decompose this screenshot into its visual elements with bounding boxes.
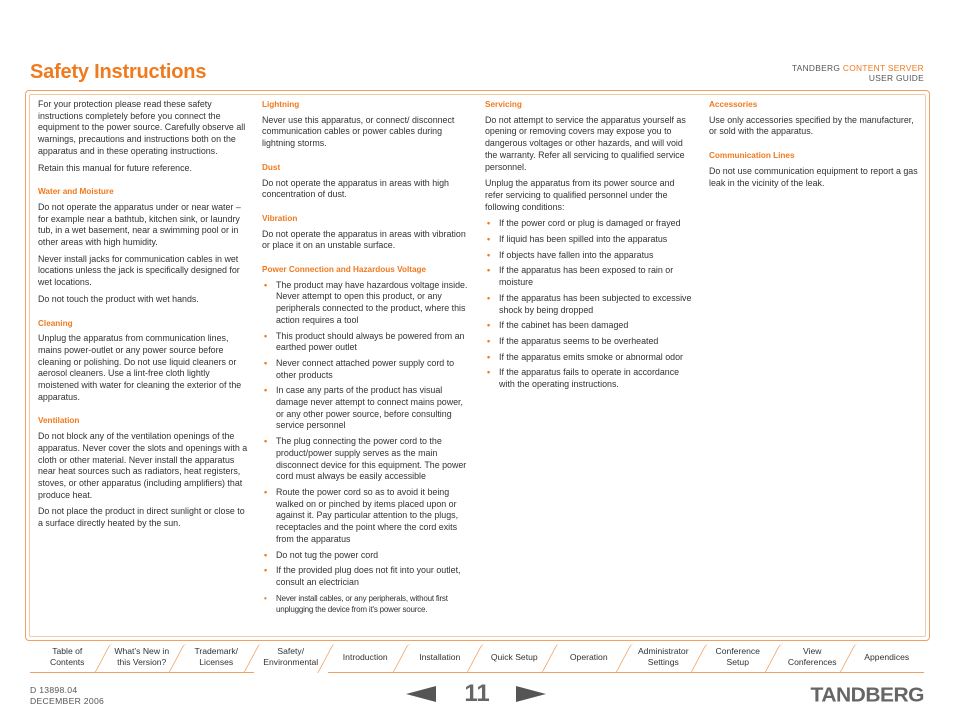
ventilation-paragraph-2: Do not place the product in direct sunlight or close to a surface directly heated by the sun. bbox=[38, 506, 245, 529]
section-heading-dust: Dust bbox=[262, 162, 281, 172]
servicing-list bbox=[485, 218, 695, 390]
list-item: • If the apparatus has been subjected to excessive shock by being dropped bbox=[485, 293, 695, 316]
tab-appendices[interactable]: Appendices bbox=[850, 642, 925, 673]
servicing-paragraph-1: Do not attempt to service the apparatus yourself as opening or removing covers may expose you to dangerous voltages or other hazards, and will void the warranty. Refer all servicing to qualified service personnel. bbox=[485, 114, 686, 172]
document-info bbox=[30, 685, 104, 707]
section-heading-lightning: Lightning bbox=[262, 100, 300, 109]
lightning-paragraph: Never use this apparatus, or connect/ disconnect communication cables or power cables during lightning storms. bbox=[262, 114, 455, 149]
guide-name: USER GUIDE bbox=[868, 73, 924, 83]
section-heading-water: Water and Moisture bbox=[38, 187, 114, 197]
water-paragraph-1: Do not operate the apparatus under or near water – for example near a bathtub, kitchen sink, or laundry tub, in a wet basement, near a swimming pool or in other areas with high humidity. bbox=[38, 201, 241, 248]
section-tabs bbox=[30, 642, 924, 673]
tab-introduction[interactable]: Introduction bbox=[328, 642, 403, 673]
list-item: • If the apparatus seems to be overheated bbox=[485, 336, 695, 348]
tab-view-conferences[interactable]: View Conferences bbox=[775, 642, 850, 673]
list-item: • Never connect attached power supply cord to other products bbox=[262, 358, 472, 381]
list-item: • Route the power cord so as to avoid it being walked on or pinched by items placed upon or against it. Pay particular attention to the plugs, receptacles and the point where the cord exits from the apparatus bbox=[262, 487, 472, 546]
section-heading-power: Power Connection and Hazardous Voltage bbox=[262, 265, 427, 275]
document-date: DECEMBER 2006 bbox=[30, 696, 105, 706]
page-number: 11 bbox=[464, 680, 490, 707]
page-title: Safety Instructions bbox=[30, 61, 207, 83]
list-item: • The plug connecting the power cord to the product/power supply serves as the main disconnect device for this equipment. The power cord must always be easily accessible bbox=[262, 436, 472, 483]
section-heading-cleaning: Cleaning bbox=[38, 318, 73, 328]
section-heading-accessories: Accessories bbox=[709, 100, 758, 109]
tab-trademark-licenses[interactable]: Trademark/ Licenses bbox=[179, 642, 254, 673]
intro-paragraph-2: Retain this manual for future reference. bbox=[38, 162, 192, 173]
section-heading-communication: Communication Lines bbox=[709, 151, 795, 161]
intro-paragraph: For your protection please read these safety instructions completely before you connect the equipment to the power source. Carefully observe all warnings, precautions and instructions both on the apparatus and in these operating instructions. bbox=[38, 99, 246, 156]
tab-whats-new[interactable]: What’s New in this Version? bbox=[105, 642, 180, 673]
tab-quick-setup[interactable]: Quick Setup bbox=[477, 642, 552, 673]
power-list bbox=[262, 280, 472, 615]
water-paragraph-2: Never install jacks for communication cables in wet locations unless the jack is specifically designed for wet locations. bbox=[38, 253, 240, 288]
tab-conference-setup[interactable]: Conference Setup bbox=[701, 642, 776, 673]
list-item: • If the provided plug does not fit into your outlet, consult an electrician bbox=[262, 565, 472, 588]
list-item: • If the cabinet has been damaged bbox=[485, 320, 695, 332]
list-item: • If liquid has been spilled into the apparatus bbox=[485, 234, 695, 246]
list-item: • If objects have fallen into the apparatus bbox=[485, 250, 695, 262]
communication-paragraph: Do not use communication equipment to report a gas leak in the vicinity of the leak. bbox=[709, 165, 918, 188]
cleaning-paragraph: Unplug the apparatus from communication lines, mains power-outlet or any power source before cleaning or polishing. Do not use liquid cleaners or aerosol cleaners. Use a lint-free cloth lightly moistened with water for cleaning the exterior of the apparatus. bbox=[38, 333, 242, 402]
column-4 bbox=[709, 99, 919, 194]
list-item: • If the apparatus fails to operate in accordance with the operating instructions. bbox=[485, 367, 695, 390]
document-id: D 13898.04 bbox=[30, 685, 78, 695]
tab-table-of-contents[interactable]: Table of Contents bbox=[30, 642, 105, 673]
section-heading-ventilation: Ventilation bbox=[38, 416, 80, 426]
column-2 bbox=[262, 99, 472, 619]
water-paragraph-3: Do not touch the product with wet hands. bbox=[38, 293, 199, 304]
tab-installation[interactable]: Installation bbox=[403, 642, 478, 673]
brand-prefix: TANDBERG bbox=[791, 63, 841, 73]
section-heading-vibration: Vibration bbox=[262, 213, 298, 223]
list-item: • Never install cables, or any peripherals, without first unplugging the device from it's power source. bbox=[262, 593, 472, 615]
tab-administrator-settings[interactable]: Administrator Settings bbox=[626, 642, 701, 673]
list-item: • If the apparatus emits smoke or abnormal odor bbox=[485, 352, 695, 364]
list-item: • If the power cord or plug is damaged or frayed bbox=[485, 218, 695, 230]
vibration-paragraph: Do not operate the apparatus in areas with vibration or place it on an unstable surface. bbox=[262, 228, 466, 251]
list-item: • This product should always be powered from an earthed power outlet bbox=[262, 331, 472, 354]
column-3 bbox=[485, 99, 695, 395]
list-item: • The product may have hazardous voltage inside. Never attempt to open this product, or any peripherals connected to the product, where this action requires a tool bbox=[262, 280, 472, 327]
servicing-paragraph-2: Unplug the apparatus from its power source and refer servicing to qualified personnel under the following conditions: bbox=[485, 178, 675, 212]
list-item: • In case any parts of the product has visual damage never attempt to connect mains power, or any other power source, before consulting service personnel bbox=[262, 385, 472, 432]
product-name: CONTENT SERVER bbox=[842, 63, 924, 73]
tab-operation[interactable]: Operation bbox=[552, 642, 627, 673]
ventilation-paragraph-1: Do not block any of the ventilation openings of the apparatus. Never cover the slots and openings with a cloth or other material. Never install the apparatus near heat sources such as radiators, heat registers, stoves, or other apparatus (including amplifiers) that produce heat. bbox=[38, 431, 248, 500]
list-item: • If the apparatus has been exposed to rain or moisture bbox=[485, 265, 695, 288]
previous-page-arrow-icon[interactable] bbox=[406, 686, 436, 702]
dust-paragraph: Do not operate the apparatus in areas with high concentration of dust. bbox=[262, 177, 449, 200]
list-item: • Do not tug the power cord bbox=[262, 550, 472, 562]
accessories-paragraph: Use only accessories specified by the manufacturer, or sold with the apparatus. bbox=[709, 114, 914, 137]
tab-safety-environmental[interactable]: Safety/ Environmental bbox=[254, 642, 329, 673]
next-page-arrow-icon[interactable] bbox=[516, 686, 546, 702]
brand-logo: TANDBERG bbox=[810, 684, 924, 707]
column-1 bbox=[38, 99, 248, 535]
document-header bbox=[792, 63, 924, 83]
section-heading-servicing: Servicing bbox=[485, 100, 522, 109]
